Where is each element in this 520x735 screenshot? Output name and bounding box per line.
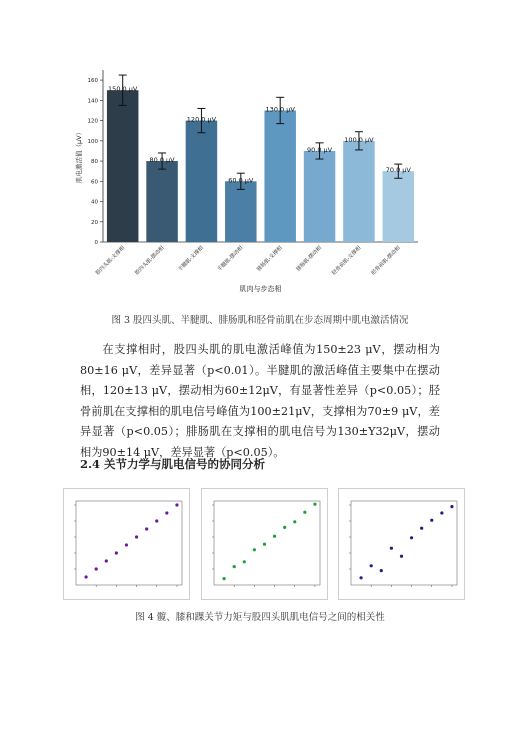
y-axis-label: 肌电激活值（μV） <box>75 128 83 184</box>
scatter-point <box>95 567 98 570</box>
scatter-point <box>313 503 316 506</box>
scatter-point <box>450 505 453 508</box>
x-tick-label: 腓肠肌-摆动相 <box>295 245 323 273</box>
data-label: 100.0 μV <box>344 135 374 144</box>
y-tick-label: 100 <box>87 138 98 145</box>
bar <box>186 121 218 242</box>
y-tick-label: 0 <box>94 240 98 246</box>
figure4-panel-ankle <box>338 488 465 600</box>
y-tick-label: 80 <box>91 159 98 166</box>
x-tick-label: 胫骨前肌-支撑相 <box>331 245 363 277</box>
scatter-plot-2 <box>202 489 327 599</box>
scatter-point <box>222 577 225 580</box>
paragraph-text: 在支撑相时，股四头肌的肌电激活峰值为150±23 μV，摆动相为80±16 μV，差异显著（p<0.01）。半腱肌的激活峰值主要集中在摆动相，120±13 μV，摆动相为60±12μV，有显著性差异（p<0.05）；胫骨前肌在支撑相的肌电信号峰值为100±21μV，支撑相为70±9 μV，差异显著（p<0.05）；腓肠肌在支撑相的肌电信号为130±Y32μV，摆动相为90±14 μV，差异显著（p<0.05）。 <box>80 343 440 459</box>
scatter-point <box>145 527 148 530</box>
scatter-point <box>155 519 158 522</box>
scatter-plot-1 <box>64 489 189 599</box>
y-tick-label: 160 <box>87 78 98 85</box>
data-label: 80.0 μV <box>149 156 175 165</box>
scatter-point <box>125 543 128 546</box>
scatter-point <box>115 551 118 554</box>
data-label: 90.0 μV <box>307 145 333 154</box>
scatter-plot-3 <box>339 489 464 599</box>
bar <box>146 161 178 242</box>
bar <box>264 110 296 242</box>
bar <box>225 181 257 242</box>
figure3-bar-chart <box>75 62 438 302</box>
scatter-point <box>283 526 286 529</box>
x-tick-label: 股四头肌-支撑相 <box>94 245 127 277</box>
scatter-point <box>175 503 178 506</box>
data-label: 120.0 μV <box>186 115 217 124</box>
figure4-panel-knee <box>201 488 328 600</box>
bar <box>383 171 415 242</box>
scatter-point <box>105 559 108 562</box>
x-tick-label: 半腱肌-摆动相 <box>216 245 245 273</box>
scatter-point <box>420 527 423 530</box>
x-tick-label: 胫骨前肌-摆动相 <box>370 245 402 277</box>
scatter-point <box>165 511 168 514</box>
x-tick-label: 腓肠肌-支撑相 <box>256 245 284 273</box>
y-tick-label: 20 <box>91 219 98 226</box>
scatter-point <box>253 548 256 551</box>
section-heading: 2.4 关节力学与肌电信号的协同分析 <box>80 457 266 471</box>
scatter-point <box>390 547 393 550</box>
y-tick-label: 120 <box>87 118 98 125</box>
scatter-point <box>430 519 433 522</box>
x-tick-label: 半腱肌-支撑相 <box>177 245 205 273</box>
data-label: 70.0 μV <box>385 166 411 175</box>
scatter-point <box>359 576 362 579</box>
scatter-point <box>380 569 383 572</box>
x-tick-label: 股四头肌-摆动相 <box>134 245 166 277</box>
bar <box>107 90 139 242</box>
scatter-point <box>293 520 296 523</box>
y-tick-label: 60 <box>91 179 98 186</box>
figure3-caption: 图 3 股四头肌、半腱肌、腓肠肌和胫骨前肌在步态周期中肌电激活情况 <box>111 315 409 326</box>
y-tick-label: 140 <box>87 98 98 105</box>
scatter-point <box>303 511 306 514</box>
data-label: 60.0 μV <box>228 176 254 185</box>
scatter-point <box>410 536 413 539</box>
x-axis-label: 肌肉与步态相 <box>239 285 282 293</box>
bar <box>304 151 336 242</box>
scatter-point <box>440 511 443 514</box>
y-tick-label: 40 <box>91 199 98 206</box>
bar <box>343 141 375 242</box>
figure4-caption: 图 4 髋、膝和踝关节力矩与股四头肌肌电信号之间的相关性 <box>135 612 385 623</box>
scatter-point <box>263 543 266 546</box>
data-label: 130.0 μV <box>265 105 295 114</box>
scatter-point <box>135 535 138 538</box>
scatter-point <box>273 535 276 538</box>
scatter-point <box>84 575 87 578</box>
scatter-point <box>243 560 246 563</box>
scatter-point <box>233 565 236 568</box>
scatter-point <box>400 555 403 558</box>
scatter-point <box>370 564 373 567</box>
data-label: 150.0 μV <box>108 85 138 94</box>
figure4-panel-hip <box>63 488 190 600</box>
body-paragraph <box>80 340 440 463</box>
